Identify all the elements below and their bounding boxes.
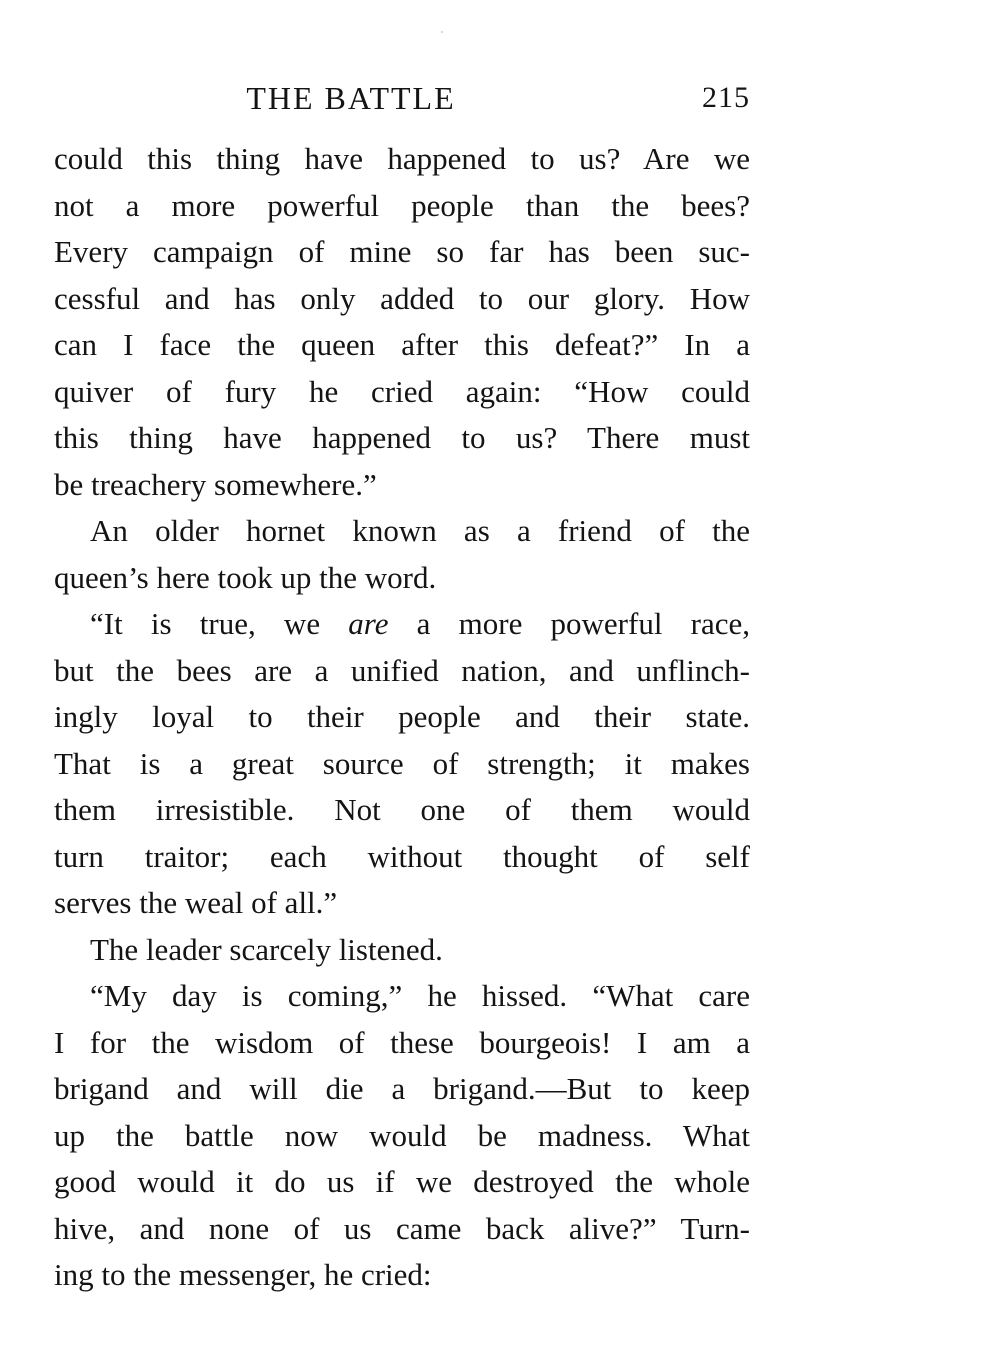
text-run: a more powerful race, — [388, 606, 750, 641]
text-line: cessful and has only added to our glory. How — [54, 280, 750, 316]
text-line: queen’s here took up the word. — [54, 559, 437, 595]
running-title: THE BATTLE — [246, 80, 456, 116]
text-line: up the battle now would be madness. What — [54, 1117, 750, 1153]
text-line: quiver of fury he cried again: “How could — [54, 373, 750, 409]
paragraph — [54, 508, 750, 601]
text-line: serves the weal of all.” — [54, 885, 338, 920]
paragraph — [54, 136, 750, 508]
paragraph — [54, 973, 750, 1299]
text-line: turn traitor; each without thought of self — [54, 838, 750, 874]
paper-speck — [441, 31, 443, 33]
paragraph — [54, 601, 750, 927]
text-line: this thing have happened to us? There must — [54, 420, 750, 455]
text-line: good would it do us if we destroyed the whole — [54, 1164, 750, 1199]
body-text — [54, 136, 750, 1299]
paragraph — [54, 927, 750, 974]
text-line: them irresistible. Not one of them would — [54, 792, 750, 827]
text-line: That is a great source of strength; it makes — [54, 745, 750, 781]
text-run: “It is true, we — [90, 606, 349, 641]
text-line: could this thing have happened to us? Are we — [54, 141, 750, 176]
text-line: The leader scarcely listened. — [90, 931, 443, 967]
text-line: not a more powerful people than the bees? — [54, 187, 750, 223]
text-line: ingly loyal to their people and their state. — [54, 699, 750, 734]
text-line: I for the wisdom of these bourgeois! I am a — [54, 1024, 750, 1060]
page-number: 215 — [702, 81, 750, 114]
text-line: An older hornet known as a friend of the — [90, 513, 750, 548]
text-line: be treachery somewhere.” — [54, 466, 377, 502]
text-line: hive, and none of us came back alive?” Turn- — [54, 1210, 750, 1246]
text-line — [54, 601, 750, 648]
text-line: can I face the queen after this defeat?” In a — [54, 327, 750, 362]
text-line: “My day is coming,” he hissed. “What care — [90, 978, 750, 1013]
running-head — [54, 78, 750, 118]
italic-emphasis: are — [348, 606, 389, 641]
text-line: ing to the messenger, he cried: — [54, 1257, 432, 1292]
text-line: but the bees are a unified nation, and unflinch- — [54, 652, 750, 688]
text-line: brigand and will die a brigand.—But to keep — [54, 1071, 750, 1106]
text-line: Every campaign of mine so far has been suc- — [54, 234, 750, 269]
